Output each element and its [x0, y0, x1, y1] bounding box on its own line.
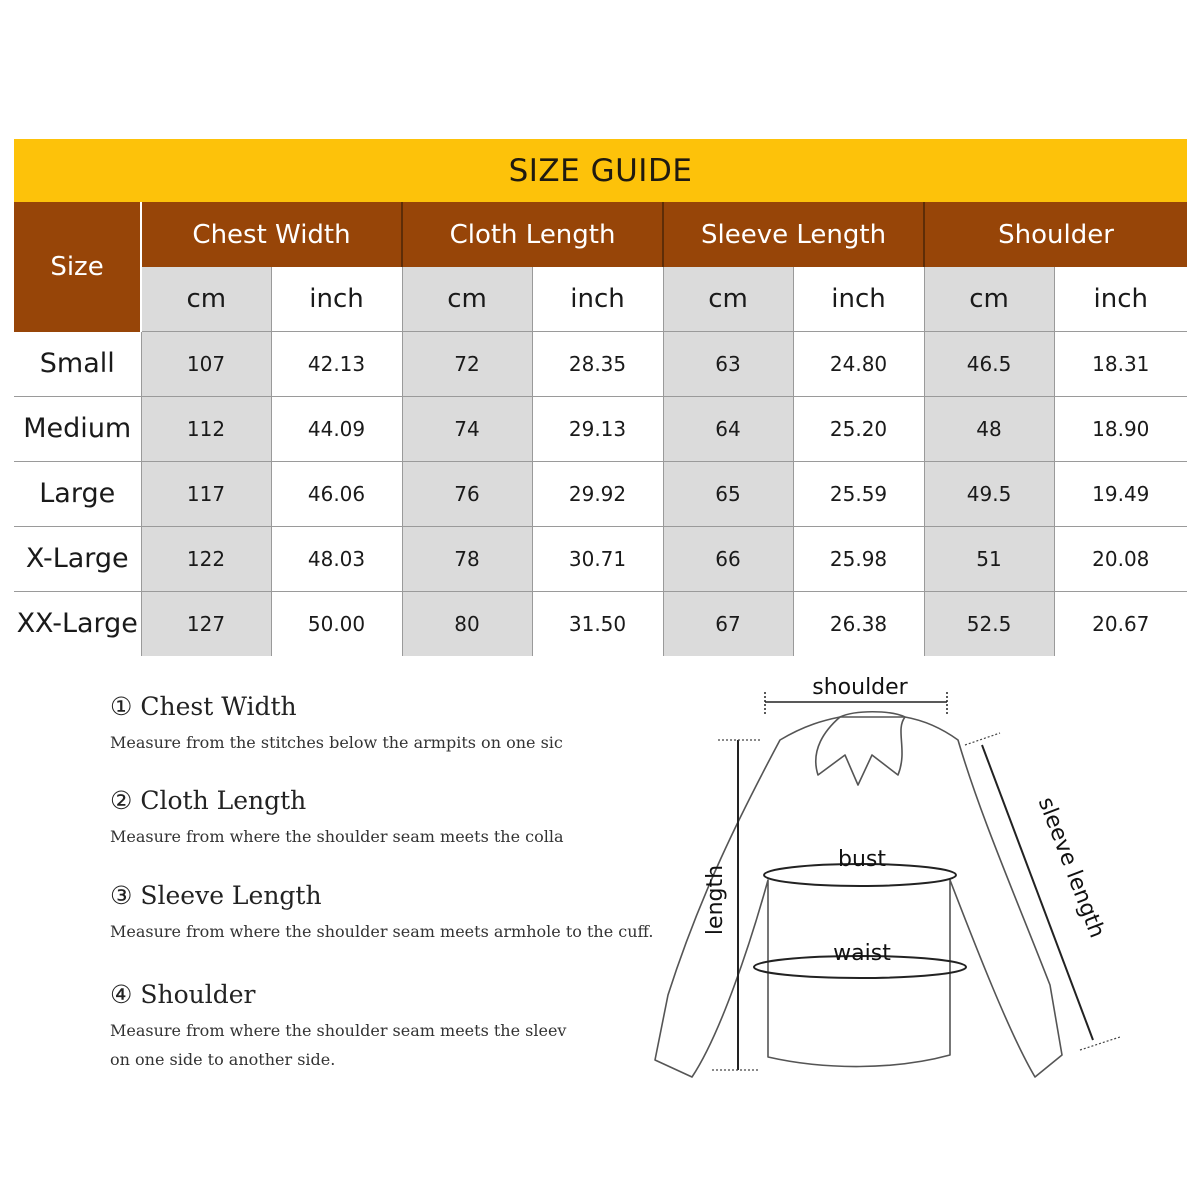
measurement-cell: 18.90 [1054, 396, 1187, 461]
measurement-cell: 52.5 [924, 591, 1054, 656]
bust-label: bust [838, 847, 886, 872]
measurement-cell: 20.67 [1054, 591, 1187, 656]
instruction-chest-width [110, 692, 570, 752]
measurement-cell: 122 [141, 526, 271, 591]
measurement-cell: 64 [663, 396, 793, 461]
measurement-cell: 76 [402, 461, 532, 526]
instruction-cloth-length [110, 786, 570, 846]
measurement-cell: 30.71 [532, 526, 663, 591]
unit-cm: cm [402, 267, 532, 332]
sleeve-length-label: sleeve length [1032, 793, 1110, 942]
size-label: X-Large [14, 526, 141, 591]
measurement-cell: 44.09 [271, 396, 402, 461]
table-row [14, 396, 1187, 461]
shoulder-header: Shoulder [924, 202, 1187, 267]
measurement-cell: 66 [663, 526, 793, 591]
measurement-cell: 49.5 [924, 461, 1054, 526]
instruction-heading: ④ Shoulder [110, 980, 256, 1009]
size-guide-title: SIZE GUIDE [14, 139, 1187, 202]
size-label: Medium [14, 396, 141, 461]
size-label: Large [14, 461, 141, 526]
unit-cm: cm [141, 267, 271, 332]
shoulder-label: shoulder [812, 675, 908, 700]
measurement-cell: 112 [141, 396, 271, 461]
measurement-cell: 48.03 [271, 526, 402, 591]
instruction-text: Measure from where the shoulder seam meets armhole to the cuff. [110, 922, 654, 941]
measurement-cell: 74 [402, 396, 532, 461]
instruction-heading: ② Cloth Length [110, 786, 307, 815]
measurement-cell: 18.31 [1054, 332, 1187, 397]
unit-inch: inch [1054, 267, 1187, 332]
unit-inch: inch [271, 267, 402, 332]
measurement-cell: 80 [402, 591, 532, 656]
table-row [14, 461, 1187, 526]
measurement-cell: 48 [924, 396, 1054, 461]
measurement-cell: 31.50 [532, 591, 663, 656]
instruction-sleeve-length [110, 881, 670, 941]
measurement-cell: 46.5 [924, 332, 1054, 397]
table-row [14, 526, 1187, 591]
instruction-text: Measure from the stitches below the armpits on one sic [110, 733, 563, 752]
measurement-cell: 26.38 [793, 591, 924, 656]
measurement-cell: 127 [141, 591, 271, 656]
shirt-collar [816, 717, 905, 785]
table-row [14, 591, 1187, 656]
measurement-cell: 46.06 [271, 461, 402, 526]
measurement-cell: 42.13 [271, 332, 402, 397]
instruction-text: Measure from where the shoulder seam meets the sleev [110, 1021, 567, 1040]
measurement-cell: 29.92 [532, 461, 663, 526]
measurement-cell: 107 [141, 332, 271, 397]
unit-cm: cm [924, 267, 1054, 332]
size-label: Small [14, 332, 141, 397]
unit-cm: cm [663, 267, 793, 332]
measurement-cell: 25.20 [793, 396, 924, 461]
size-label: XX-Large [14, 591, 141, 656]
chest-width-header: Chest Width [141, 202, 402, 267]
measurement-cell: 117 [141, 461, 271, 526]
instruction-text: Measure from where the shoulder seam meets the colla [110, 827, 564, 846]
instruction-heading: ① Chest Width [110, 692, 297, 721]
waist-label: waist [833, 941, 891, 966]
measurement-cell: 20.08 [1054, 526, 1187, 591]
measurement-cell: 67 [663, 591, 793, 656]
size-column-header: Size [14, 202, 141, 332]
unit-inch: inch [793, 267, 924, 332]
length-label: length [703, 864, 728, 936]
size-table [14, 202, 1187, 656]
measurement-cell: 19.49 [1054, 461, 1187, 526]
measurement-cell: 24.80 [793, 332, 924, 397]
measurement-cell: 63 [663, 332, 793, 397]
measurement-cell: 78 [402, 526, 532, 591]
measurement-cell: 29.13 [532, 396, 663, 461]
measurement-cell: 51 [924, 526, 1054, 591]
cloth-length-header: Cloth Length [402, 202, 663, 267]
measurement-cell: 72 [402, 332, 532, 397]
shirt-measurement-diagram [640, 665, 1120, 1090]
measurement-cell: 65 [663, 461, 793, 526]
sleeve-length-header: Sleeve Length [663, 202, 924, 267]
instruction-shoulder [110, 980, 570, 1069]
measurement-cell: 25.98 [793, 526, 924, 591]
unit-inch: inch [532, 267, 663, 332]
instruction-text: on one side to another side. [110, 1050, 336, 1069]
measurement-cell: 50.00 [271, 591, 402, 656]
measurement-cell: 25.59 [793, 461, 924, 526]
instruction-heading: ③ Sleeve Length [110, 881, 322, 910]
table-row [14, 332, 1187, 397]
measurement-cell: 28.35 [532, 332, 663, 397]
